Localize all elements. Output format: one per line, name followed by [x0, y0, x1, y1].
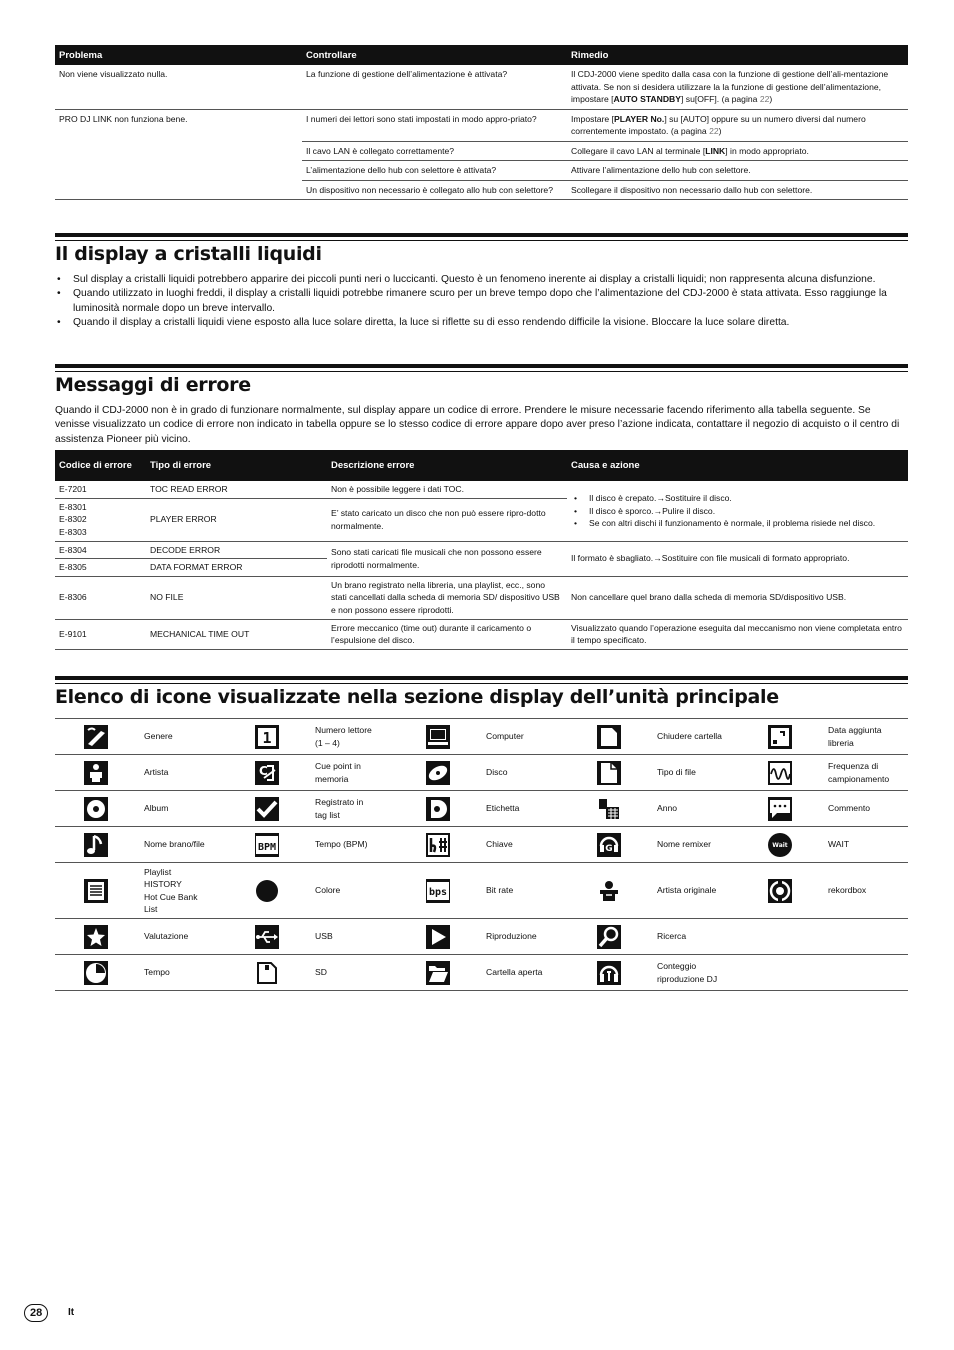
- empty-cell: [828, 919, 908, 955]
- rating-icon: [83, 924, 109, 950]
- error-code: E-8306: [55, 576, 146, 619]
- bit-rate-icon: [425, 878, 451, 904]
- icon-label: Album: [144, 791, 226, 827]
- icon-label: Artista: [144, 755, 226, 791]
- svg-text:C: C: [259, 763, 268, 778]
- error-cause: Visualizzato quando l’operazione eseguita dal meccanismo non viene completata entro il tempo specificato.: [567, 619, 908, 649]
- icon-label: Disco: [486, 755, 568, 791]
- icon-label: Nome remixer: [657, 827, 739, 863]
- icon-label: Nome brano/file: [144, 827, 226, 863]
- error-type: MECHANICAL TIME OUT: [146, 619, 327, 649]
- player-number-icon: [254, 724, 280, 750]
- list-item: • Il disco è sporco.→Pulire il disco.: [571, 505, 904, 518]
- remedy-cell: Attivare l’alimentazione dello hub con selettore.: [567, 161, 908, 181]
- table-row: [55, 109, 908, 141]
- error-cause: [567, 481, 908, 541]
- sd-icon: [254, 960, 280, 986]
- icon-label: Tempo: [144, 955, 226, 991]
- language-label: It: [68, 1307, 75, 1318]
- wait-icon: [767, 832, 793, 858]
- icon-label: Cartella aperta: [486, 955, 568, 991]
- icon-label: Ricerca: [657, 919, 739, 955]
- file-type-icon: [596, 760, 622, 786]
- icon-label: Tipo di file: [657, 755, 739, 791]
- color-icon: [254, 878, 280, 904]
- error-code: E-8301 E-8302 E-8303: [55, 498, 146, 541]
- icon-label: Bit rate: [486, 863, 568, 919]
- list-item: • Quando il display a cristalli liquidi viene esposto alla luce solare diretta, la luce si riflette su di esso rendendo difficile la visione. Bloccare la luce solare diretta.: [55, 316, 908, 330]
- error-code: E-8304: [55, 541, 146, 559]
- lcd-section-title: Il display a cristalli liquidi: [55, 243, 322, 265]
- error-description: Sono stati caricati file musicali che non possono essere riprodotti normalmente.: [327, 541, 567, 576]
- icon-label: Numero lettore (1 – 4): [315, 719, 397, 755]
- error-description: Un brano registrato nella libreria, una playlist, ecc., sono stati cancellati dalla scheda di memoria SD/ dispositivo USB e non possono essere riprodotti.: [327, 576, 567, 619]
- icon-label: USB: [315, 919, 397, 955]
- header-problema: Problema: [55, 45, 302, 65]
- header-code: Codice di errore: [55, 450, 146, 481]
- error-code: E-9101: [55, 619, 146, 649]
- icon-label: Anno: [657, 791, 739, 827]
- error-type: DATA FORMAT ERROR: [146, 559, 327, 577]
- table-row: [55, 481, 908, 498]
- icon-label: SD: [315, 955, 397, 991]
- error-description: Errore meccanico (time out) durante il caricamento o l’espulsione del disco.: [327, 619, 567, 649]
- header-rimedio: Rimedio: [567, 45, 908, 65]
- icon-label: rekordbox: [828, 863, 908, 919]
- icon-label: Etichetta: [486, 791, 568, 827]
- icon-label: Cue point in memoria: [315, 755, 397, 791]
- open-folder-icon: [425, 960, 451, 986]
- section-rule: [55, 364, 908, 368]
- table-row: [55, 791, 908, 827]
- rekordbox-icon: [767, 878, 793, 904]
- icon-table: [55, 718, 908, 991]
- remedy-cell: Il CDJ-2000 viene spedito dalla casa con la funzione di gestione dell’ali-mentazione attivata. Se non si desidera utilizzare la la funzione di gestione dell’alimentazione, impostare [AUTO STANDBY] su[OFF]. (a pagina 22): [567, 65, 908, 109]
- table-row: [55, 719, 908, 755]
- check-cell: La funzione di gestione dell’alimentazione è attivata?: [302, 65, 567, 109]
- table-row: [55, 755, 908, 791]
- problem-cell: Non viene visualizzato nulla.: [55, 65, 302, 109]
- genre-icon: [83, 724, 109, 750]
- sampling-rate-icon: [767, 760, 793, 786]
- page-footer: [24, 1303, 75, 1322]
- playlist-icon: [83, 878, 109, 904]
- icon-label: Registrato in tag list: [315, 791, 397, 827]
- error-type: PLAYER ERROR: [146, 498, 327, 541]
- table-row: [55, 955, 908, 991]
- play-icon: [425, 924, 451, 950]
- memory-cue-icon: [254, 760, 280, 786]
- artist-icon: [83, 760, 109, 786]
- error-code: E-7201: [55, 481, 146, 498]
- list-item: • Quando utilizzato in luoghi freddi, il display a cristalli liquidi potrebbe rimanere scuro per un breve tempo dopo che l’alimentazione del CDJ-2000 è stata attivata. Esso raggiunge la luminosità normale dopo un breve intervallo.: [55, 287, 908, 316]
- date-added-icon: [767, 724, 793, 750]
- svg-text:bps: bps: [428, 886, 448, 898]
- list-item: • Il disco è crepato.→Sostituire il disco.: [571, 492, 904, 505]
- table-row: [55, 827, 908, 863]
- remedy-cell: Impostare [PLAYER No.] su [AUTO] oppure su un numero diversi dal numero correntemente impostato. (a pagina 22): [567, 109, 908, 141]
- error-section-title: Messaggi di errore: [55, 374, 251, 396]
- empty-cell: [739, 919, 828, 955]
- icon-label: Conteggio riproduzione DJ: [657, 955, 739, 991]
- closed-folder-icon: [596, 724, 622, 750]
- empty-cell: [828, 955, 908, 991]
- svg-text:BPM: BPM: [257, 841, 277, 853]
- header-description: Descrizione errore: [327, 450, 567, 481]
- tag-list-icon: [254, 796, 280, 822]
- bpm-icon: [254, 832, 280, 858]
- header-cause: Causa e azione: [567, 450, 908, 481]
- icon-label: Frequenza di campionamento: [828, 755, 908, 791]
- remedy-cell: Collegare il cavo LAN al terminale [LINK] in modo appropriato.: [567, 141, 908, 161]
- error-type: DECODE ERROR: [146, 541, 327, 559]
- icon-label: Chiave: [486, 827, 568, 863]
- original-artist-icon: [596, 878, 622, 904]
- time-icon: [83, 960, 109, 986]
- table-row: [55, 619, 908, 649]
- icon-label: Playlist HISTORY Hot Cue Bank List: [144, 863, 226, 919]
- svg-text:G: G: [605, 843, 613, 854]
- svg-text:1: 1: [262, 728, 272, 747]
- icon-label: Artista originale: [657, 863, 739, 919]
- key-icon: [425, 832, 451, 858]
- problem-cell: PRO DJ LINK non funziona bene.: [55, 109, 302, 200]
- section-rule: [55, 233, 908, 237]
- icon-label: Data aggiunta libreria: [828, 719, 908, 755]
- icon-label: Commento: [828, 791, 908, 827]
- lcd-bullet-list: [55, 273, 908, 331]
- svg-text:Wait: Wait: [772, 841, 788, 849]
- disc-icon: [425, 760, 451, 786]
- icon-label: Chiudere cartella: [657, 719, 739, 755]
- icon-label: Tempo (BPM): [315, 827, 397, 863]
- year-icon: [596, 796, 622, 822]
- icon-label: Valutazione: [144, 919, 226, 955]
- icon-label: Colore: [315, 863, 397, 919]
- remixer-icon: [596, 832, 622, 858]
- list-item: • Sul display a cristalli liquidi potrebbero apparire dei piccoli punti neri o luccicanti. Questo è un fenomeno inerente ai display a cristalli liquidi; non rappresenta alcuna disfunzione.: [55, 273, 908, 287]
- search-icon: [596, 924, 622, 950]
- table-row: [55, 541, 908, 559]
- empty-cell: [739, 955, 828, 991]
- label-icon: [425, 796, 451, 822]
- header-type: Tipo di errore: [146, 450, 327, 481]
- page-number: 28: [24, 1304, 48, 1322]
- error-code: E-8305: [55, 559, 146, 577]
- check-cell: Un dispositivo non necessario è collegato allo hub con selettore?: [302, 180, 567, 200]
- error-type: TOC READ ERROR: [146, 481, 327, 498]
- check-cell: L’alimentazione dello hub con selettore è attivata?: [302, 161, 567, 181]
- check-cell: I numeri dei lettori sono stati impostati in modo appro-priato?: [302, 109, 567, 141]
- table-row: [55, 65, 908, 109]
- table-row: [55, 919, 908, 955]
- usb-icon: [254, 924, 280, 950]
- icon-label: Riproduzione: [486, 919, 568, 955]
- icons-section-title: Elenco di icone visualizzate nella sezione display dell’unità principale: [55, 686, 779, 708]
- error-intro-paragraph: Quando il CDJ-2000 non è in grado di funzionare normalmente, sul display appare un codice di errore. Prendere le misure necessarie facendo riferimento alla tabella seguente. Se venisse visualizzato un codice di errore non indicato in tabella oppure se lo stesso codice di errore appare dopo aver preso l’azione indicata, contattare il negozio di acquisto o il centro di assistenza Pioneer più vicino.: [55, 405, 900, 445]
- remedy-cell: Scollegare il dispositivo non necessario dallo hub con selettore.: [567, 180, 908, 200]
- computer-icon: [425, 724, 451, 750]
- album-icon: [83, 796, 109, 822]
- error-type: NO FILE: [146, 576, 327, 619]
- icon-label: Genere: [144, 719, 226, 755]
- troubleshooting-table: [55, 45, 908, 200]
- error-cause: Il formato è sbagliato.→Sostituire con file musicali di formato appropriato.: [567, 541, 908, 576]
- check-cell: Il cavo LAN è collegato correttamente?: [302, 141, 567, 161]
- list-item: • Se con altri dischi il funzionamento è normale, il problema risiede nel disco.: [571, 517, 904, 530]
- error-description: E’ stato caricato un disco che non può essere ripro-dotto normalmente.: [327, 498, 567, 541]
- error-description: Non è possibile leggere i dati TOC.: [327, 481, 567, 498]
- track-icon: [83, 832, 109, 858]
- table-row: [55, 863, 908, 919]
- comment-icon: [767, 796, 793, 822]
- error-cause: Non cancellare quel brano dalla scheda di memoria SD/dispositivo USB.: [567, 576, 908, 619]
- error-table: [55, 450, 908, 650]
- header-controllare: Controllare: [302, 45, 567, 65]
- table-row: [55, 576, 908, 619]
- icon-label: Computer: [486, 719, 568, 755]
- icon-label: WAIT: [828, 827, 908, 863]
- dj-play-count-icon: [596, 960, 622, 986]
- section-rule: [55, 676, 908, 680]
